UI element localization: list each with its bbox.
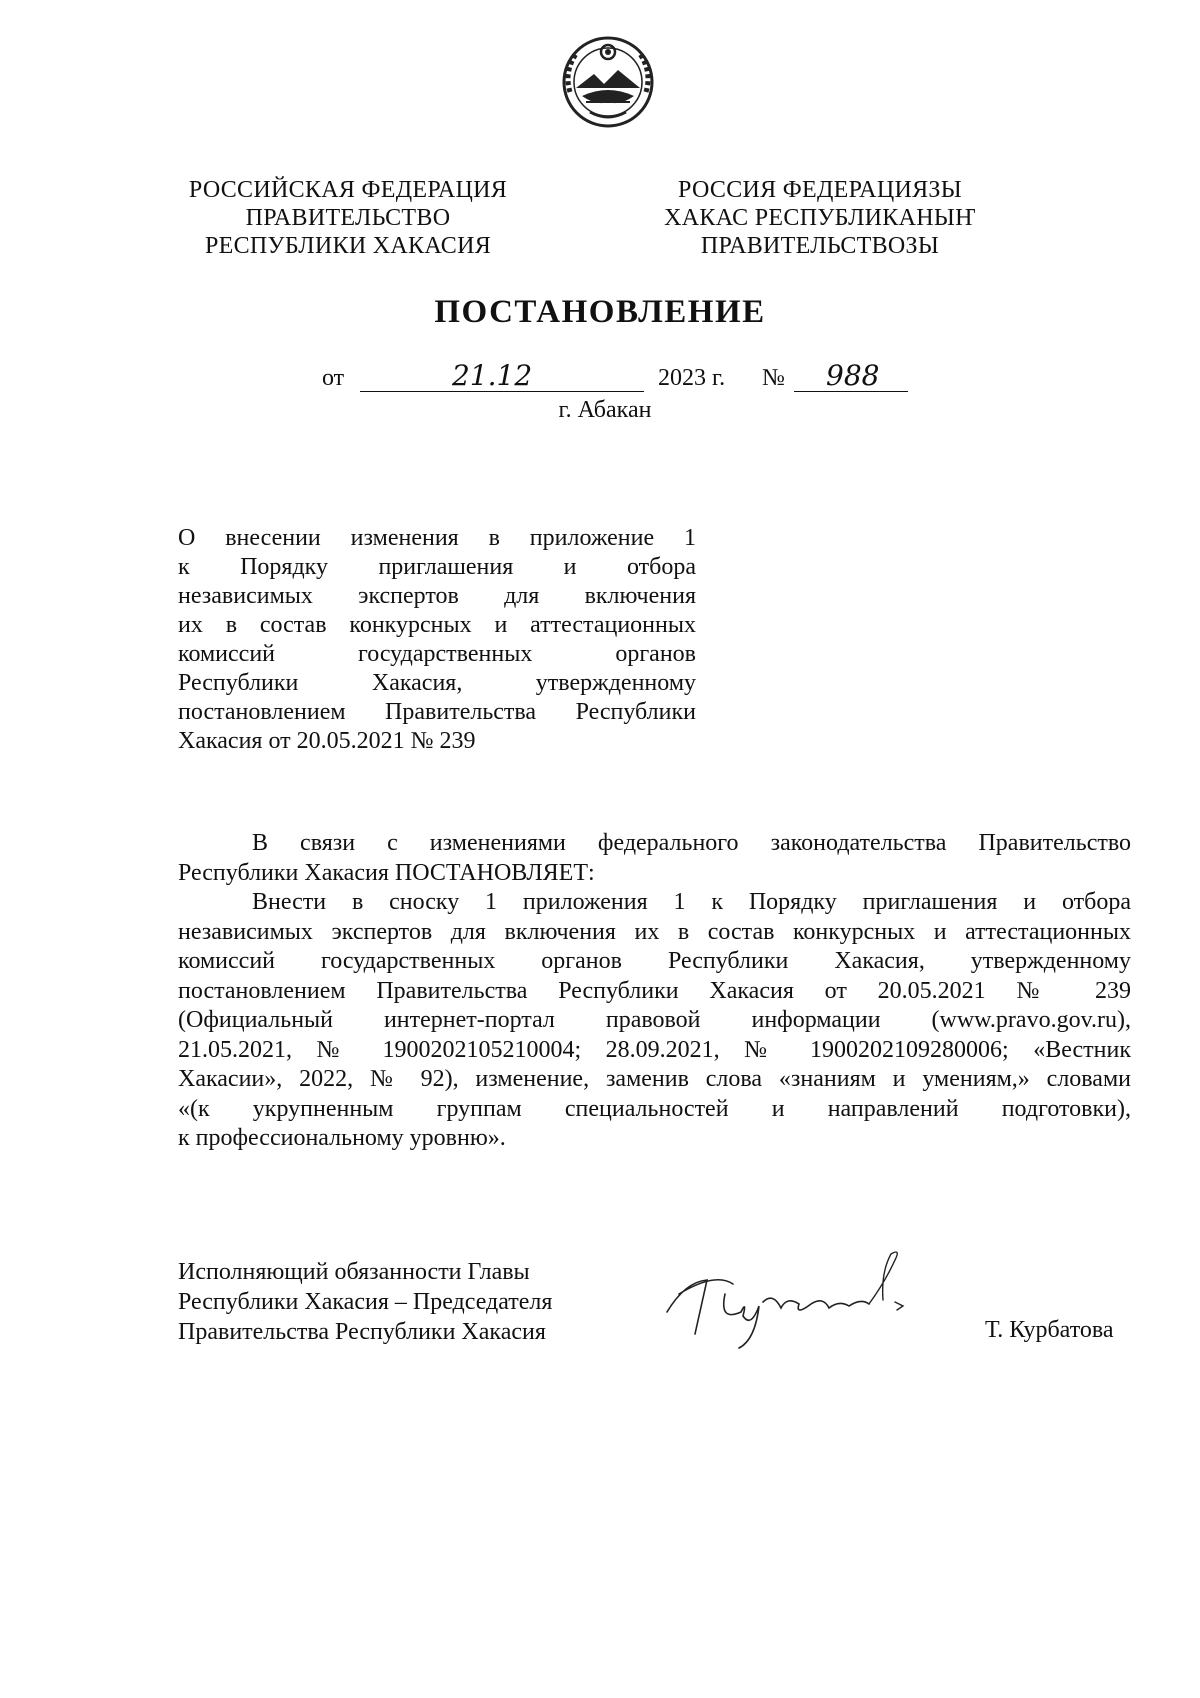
coat-of-arms-emblem xyxy=(560,32,656,132)
subject-line: независимых экспертов для включения xyxy=(178,583,696,609)
subject-line: к Порядку приглашения и отбора xyxy=(178,554,696,580)
body-line: независимых экспертов для включения их в состав конкурсных и аттестационных xyxy=(178,918,1131,945)
subject-line: постановлением Правительства Республики xyxy=(178,699,696,725)
header-line: РЕСПУБЛИКИ ХАКАСИЯ xyxy=(204,233,492,259)
number-sign: № xyxy=(762,365,785,391)
year-label: 2023 г. xyxy=(658,365,726,391)
header-line: РОССИЯ ФЕДЕРАЦИЯЗЫ xyxy=(678,177,962,203)
position-line: Республики Хакасия – Председателя xyxy=(178,1289,553,1315)
subject-line: комиссий государственных органов xyxy=(178,641,696,667)
subject-line: их в состав конкурсных и аттестационных xyxy=(178,612,696,638)
handwritten-date: 21.12 xyxy=(452,359,533,392)
body-line: комиссий государственных органов Республики Хакасия, утвержденному xyxy=(178,948,1131,974)
handwritten-number: 988 xyxy=(826,359,880,392)
document-title: ПОСТАНОВЛЕНИЕ xyxy=(434,294,766,330)
header-russian xyxy=(158,176,538,260)
position-line: Правительства Республики Хакасия xyxy=(178,1319,546,1345)
city-label: г. Абакан xyxy=(558,397,652,423)
body-text xyxy=(178,829,1131,1154)
body-line: постановлением Правительства Республики Хакасия от 20.05.2021 № 239 xyxy=(178,977,1131,1004)
body-line: Республики Хакасия ПОСТАНОВЛЯЕТ: xyxy=(178,859,595,886)
subject-block xyxy=(178,524,696,756)
body-line: «(к укрупненным группам специальностей и направлений подготовки), xyxy=(178,1095,1131,1122)
header-line: ПРАВИТЕЛЬСТВОЗЫ xyxy=(700,233,940,259)
signatory-position xyxy=(178,1257,552,1347)
position-line: Исполняющий обязанности Главы xyxy=(178,1259,530,1285)
handwritten-signature xyxy=(655,1242,935,1352)
header-line: ХАКАС РЕСПУБЛИКАНЫҤ xyxy=(664,205,976,231)
body-line: Внести в сноску 1 приложения 1 к Порядку приглашения и отбора xyxy=(252,889,1131,915)
date-number-line xyxy=(0,361,1200,393)
subject-line: Хакасия от 20.05.2021 № 239 xyxy=(178,728,476,754)
subject-line: Республики Хакасия, утвержденному xyxy=(178,670,696,696)
body-line: (Официальный интернет-портал правовой информации (www.pravo.gov.ru), xyxy=(178,1007,1131,1033)
header-line: РОССИЙСКАЯ ФЕДЕРАЦИЯ xyxy=(188,177,508,203)
header-line: ПРАВИТЕЛЬСТВО xyxy=(245,205,451,231)
body-line: к профессиональному уровню». xyxy=(178,1125,506,1151)
body-line: В связи с изменениями федерального законодательства Правительство xyxy=(252,830,1131,856)
body-line: Хакасии», 2022, № 92), изменение, заменив слова «знаниям и умениям,» словами xyxy=(178,1066,1131,1092)
header-khakas xyxy=(630,176,1010,260)
body-line: 21.05.2021, № 1900202105210004; 28.09.2021, № 1900202109280006; «Вестник xyxy=(178,1036,1131,1063)
signer-name: Т. Курбатова xyxy=(985,1317,1114,1343)
date-prefix: от xyxy=(322,365,345,391)
subject-line: О внесении изменения в приложение 1 xyxy=(178,525,696,551)
